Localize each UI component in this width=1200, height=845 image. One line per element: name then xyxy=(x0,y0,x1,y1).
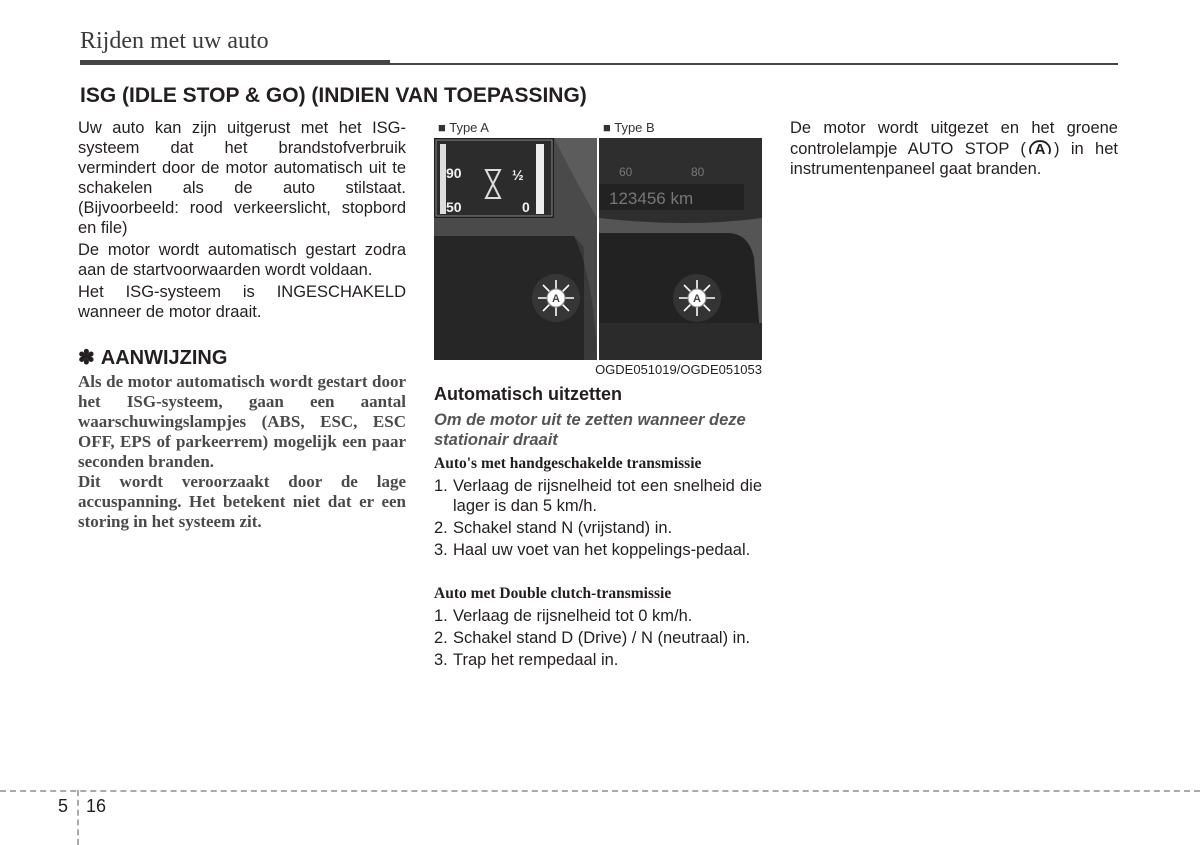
fuel-empty-label: 0 xyxy=(522,199,530,215)
odometer-label: 123456 km xyxy=(609,189,694,208)
intro-paragraph: Uw auto kan zijn uitgerust met het ISG-systeem dat het brandstofverbruik vermindert door de motor automatisch uit te schakelen als de auto stilstaat. (Bijvoorbeeld: rood verkeerslicht, stopbord en file) xyxy=(78,119,406,237)
figure-type-b xyxy=(599,118,762,360)
temp-top-label: 90 xyxy=(446,165,462,181)
figure-caption: OGDE051019/OGDE051053 xyxy=(595,362,762,377)
instrument-cluster-figure xyxy=(434,118,762,378)
indicator-letter: A xyxy=(552,293,560,305)
auto-stop-paragraph: De motor wordt uitgezet en het groene controlelampje AUTO STOP ( A ) in het instrumentenpaneel gaat branden. xyxy=(790,119,1118,178)
list-item: 2. Schakel stand D (Drive) / N (neutraal) in. xyxy=(434,629,751,647)
auto-stop-indicator-icon xyxy=(532,274,580,322)
column-middle xyxy=(434,384,762,672)
note-paragraph: Als de motor automatisch wordt gestart door het ISG-systeem, gaan een aantal waarschuwingslampjes (ABS, ESC, ESC OFF, EPS of parkeerrem) mogelijk een paar seconden branden. xyxy=(78,372,406,471)
list-item: 2. Schakel stand N (vrijstand) in. xyxy=(434,519,673,537)
type-b-label: ■ Type B xyxy=(603,120,655,135)
type-a-label: ■ Type A xyxy=(438,120,489,135)
type-a-illustration xyxy=(434,118,597,360)
column-left xyxy=(78,118,406,532)
note-title xyxy=(78,348,406,368)
footer-divider xyxy=(0,790,1200,792)
restart-paragraph: De motor wordt automatisch gestart zodra aan de startvoorwaarden wordt voldaan. xyxy=(78,241,406,279)
list-item: 3. Trap het rempedaal in. xyxy=(434,651,619,669)
temp-bottom-label: 50 xyxy=(446,199,462,215)
list-item: 1. Verlaag de rijsnelheid tot 0 km/h. xyxy=(434,607,693,625)
manual-steps xyxy=(434,476,762,560)
fuel-half-label: ½ xyxy=(512,167,524,183)
page-number-separator xyxy=(77,790,79,845)
auto-stop-indicator-icon xyxy=(673,274,721,322)
svg-text:A: A xyxy=(1034,141,1046,158)
figure-type-a xyxy=(434,118,597,360)
header-rule-thin xyxy=(390,63,1118,65)
page-number: 16 xyxy=(86,796,107,816)
section-title: Rijden met uw auto xyxy=(80,28,269,54)
note-asterisk-icon: ✽ xyxy=(78,347,95,369)
note-paragraph: Dit wordt veroorzaakt door de lage accuspanning. Het betekent niet dat er een storing in het systeem zit. xyxy=(78,472,406,531)
chapter-number: 5 xyxy=(58,796,69,816)
note-title-text: AANWIJZING xyxy=(100,347,228,369)
auto-stop-lamp-icon xyxy=(1027,138,1053,158)
enabled-paragraph: Het ISG-systeem is INGESCHAKELD wanneer de motor draait. xyxy=(78,283,406,321)
header-rule-thick xyxy=(80,60,390,65)
dct-title: Auto met Double clutch-transmissie xyxy=(434,585,672,602)
list-item: 1. Verlaag de rijsnelheid tot een snelheid die lager is dan 5 km/h. xyxy=(434,477,762,515)
section-subheading: Automatisch uitzetten xyxy=(434,384,623,404)
list-item: 3. Haal uw voet van het koppelings-pedaal. xyxy=(434,541,751,559)
dct-steps xyxy=(434,606,762,670)
indicator-letter: A xyxy=(693,293,701,305)
note-body xyxy=(78,372,406,532)
speed-b-label: 80 xyxy=(691,165,705,179)
italic-subheading: Om de motor uit te zetten wanneer deze stationair draait xyxy=(434,411,746,449)
speed-a-label: 60 xyxy=(619,165,633,179)
manual-transmission-title: Auto's met handgeschakelde transmissie xyxy=(434,455,702,472)
column-right xyxy=(790,118,1118,181)
page-heading: ISG (IDLE STOP & GO) (INDIEN VAN TOEPASSING) xyxy=(80,84,587,107)
type-b-illustration xyxy=(599,118,762,360)
